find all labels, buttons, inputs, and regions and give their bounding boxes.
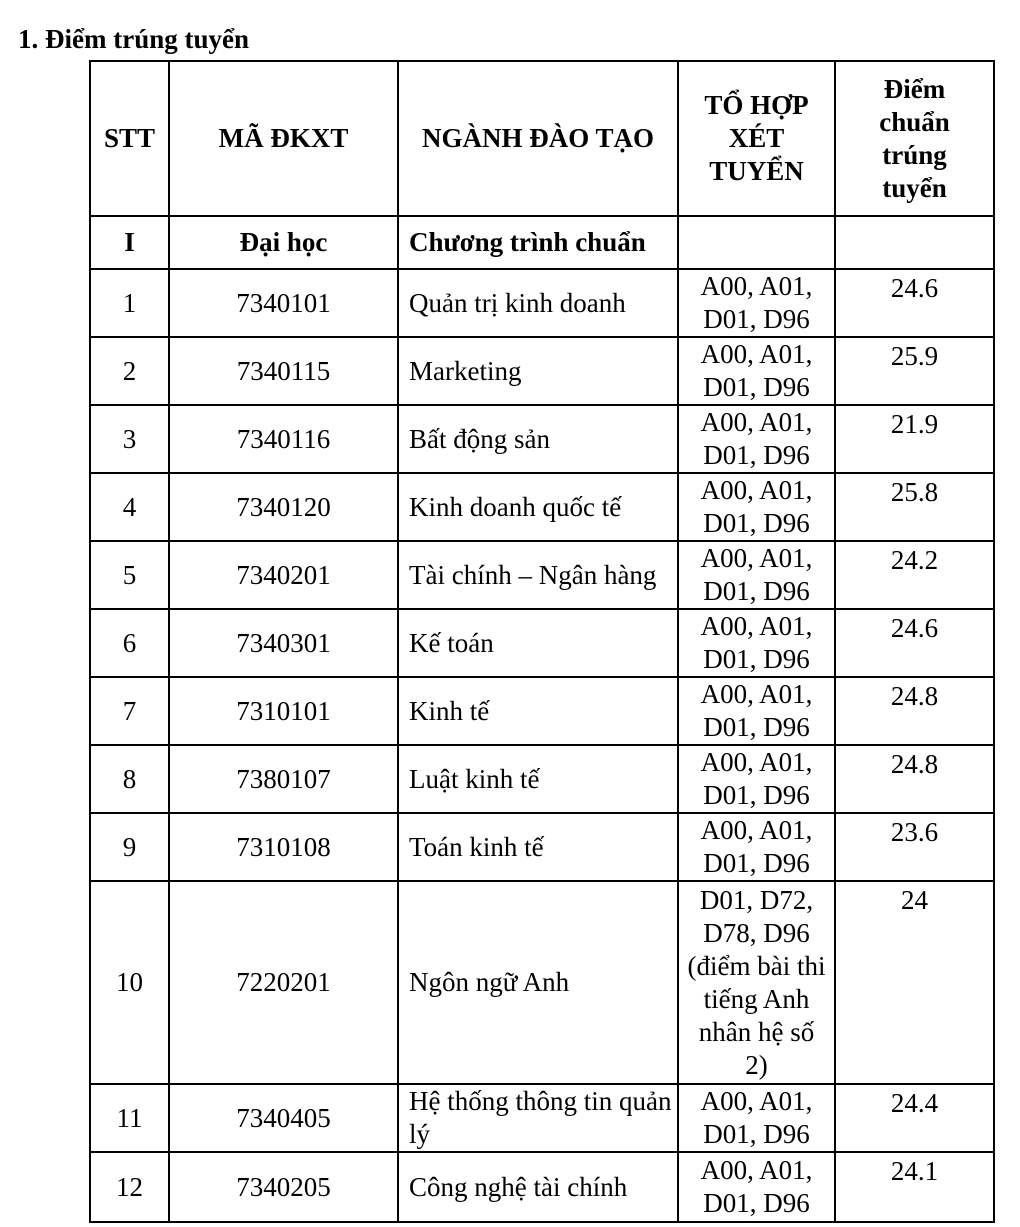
row-major: Marketing <box>398 337 678 405</box>
row-combo: A00, A01, D01, D96 <box>678 745 835 813</box>
row-score <box>835 609 994 677</box>
row-score <box>835 813 994 881</box>
section-score <box>835 216 994 269</box>
row-score-value: 23.6 <box>890 817 939 847</box>
row-code: 7340101 <box>169 269 398 337</box>
row-stt: 7 <box>90 677 169 745</box>
row-major: Kế toán <box>398 609 678 677</box>
table-row <box>90 813 994 881</box>
table-row <box>90 609 994 677</box>
row-score-value: 24.1 <box>890 1156 939 1186</box>
row-combo: A00, A01, D01, D96 <box>678 473 835 541</box>
row-code: 7220201 <box>169 881 398 1084</box>
row-code: 7340115 <box>169 337 398 405</box>
row-stt: 2 <box>90 337 169 405</box>
row-stt: 6 <box>90 609 169 677</box>
row-combo: A00, A01, D01, D96 <box>678 405 835 473</box>
row-score <box>835 337 994 405</box>
row-stt: 11 <box>90 1084 169 1152</box>
table-row <box>90 881 994 1084</box>
row-stt: 4 <box>90 473 169 541</box>
row-stt: 9 <box>90 813 169 881</box>
row-score <box>835 541 994 609</box>
table-row <box>90 337 994 405</box>
row-major: Công nghệ tài chính <box>398 1152 678 1222</box>
row-score-value: 24.6 <box>890 273 939 303</box>
row-code: 7340301 <box>169 609 398 677</box>
row-stt: 1 <box>90 269 169 337</box>
table-row <box>90 1152 994 1222</box>
admission-scores-table <box>89 60 995 1223</box>
row-score-value: 24 <box>901 885 928 915</box>
header-score: Điểm chuẩn trúng tuyển <box>835 61 994 216</box>
row-score-value: 24.4 <box>890 1088 939 1118</box>
row-stt: 8 <box>90 745 169 813</box>
row-combo: A00, A01, D01, D96 <box>678 609 835 677</box>
row-combo: A00, A01, D01, D96 <box>678 813 835 881</box>
row-stt: 5 <box>90 541 169 609</box>
row-score-value: 25.8 <box>890 477 939 507</box>
row-major: Quản trị kinh doanh <box>398 269 678 337</box>
row-score-value: 24.8 <box>890 681 939 711</box>
section-stt: I <box>90 216 169 269</box>
row-score-value: 24.8 <box>890 749 939 779</box>
table-row <box>90 541 994 609</box>
row-code: 7340205 <box>169 1152 398 1222</box>
row-code: 7340120 <box>169 473 398 541</box>
row-major: Ngôn ngữ Anh <box>398 881 678 1084</box>
row-score <box>835 473 994 541</box>
row-combo: A00, A01, D01, D96 <box>678 1152 835 1222</box>
row-score-value: 24.2 <box>890 545 939 575</box>
row-score <box>835 405 994 473</box>
section-heading: 1. Điểm trúng tuyển <box>18 24 249 54</box>
row-major: Kinh doanh quốc tế <box>398 473 678 541</box>
row-major: Hệ thống thông tin quản lý <box>398 1084 678 1152</box>
header-combo: TỔ HỢP XÉT TUYỂN <box>678 61 835 216</box>
header-code: MÃ ĐKXT <box>169 61 398 216</box>
table-row <box>90 1084 994 1152</box>
row-score <box>835 677 994 745</box>
row-code: 7310108 <box>169 813 398 881</box>
row-score <box>835 745 994 813</box>
table-header-row <box>90 61 994 216</box>
row-major: Tài chính – Ngân hàng <box>398 541 678 609</box>
row-code: 7340405 <box>169 1084 398 1152</box>
row-score <box>835 269 994 337</box>
row-stt: 12 <box>90 1152 169 1222</box>
row-major: Toán kinh tế <box>398 813 678 881</box>
table-row <box>90 405 994 473</box>
section-row <box>90 216 994 269</box>
table-row <box>90 269 994 337</box>
table-row <box>90 745 994 813</box>
row-score-value: 25.9 <box>890 341 939 371</box>
row-stt: 3 <box>90 405 169 473</box>
header-stt: STT <box>90 61 169 216</box>
row-combo: A00, A01, D01, D96 <box>678 269 835 337</box>
row-score-value: 24.6 <box>890 613 939 643</box>
row-major: Luật kinh tế <box>398 745 678 813</box>
row-code: 7310101 <box>169 677 398 745</box>
section-program: Chương trình chuẩn <box>398 216 678 269</box>
section-level: Đại học <box>169 216 398 269</box>
row-combo: D01, D72, D78, D96 (điểm bài thi tiếng Anh nhân hệ số 2) <box>678 881 835 1084</box>
row-combo: A00, A01, D01, D96 <box>678 337 835 405</box>
row-major: Bất động sản <box>398 405 678 473</box>
table-row <box>90 677 994 745</box>
row-score <box>835 881 994 1084</box>
row-score <box>835 1084 994 1152</box>
header-major: NGÀNH ĐÀO TẠO <box>398 61 678 216</box>
row-code: 7380107 <box>169 745 398 813</box>
row-code: 7340116 <box>169 405 398 473</box>
row-combo: A00, A01, D01, D96 <box>678 1084 835 1152</box>
row-score-value: 21.9 <box>890 409 939 439</box>
row-code: 7340201 <box>169 541 398 609</box>
row-score <box>835 1152 994 1222</box>
row-stt: 10 <box>90 881 169 1084</box>
table-row <box>90 473 994 541</box>
row-combo: A00, A01, D01, D96 <box>678 541 835 609</box>
section-combo <box>678 216 835 269</box>
row-combo: A00, A01, D01, D96 <box>678 677 835 745</box>
row-major: Kinh tế <box>398 677 678 745</box>
